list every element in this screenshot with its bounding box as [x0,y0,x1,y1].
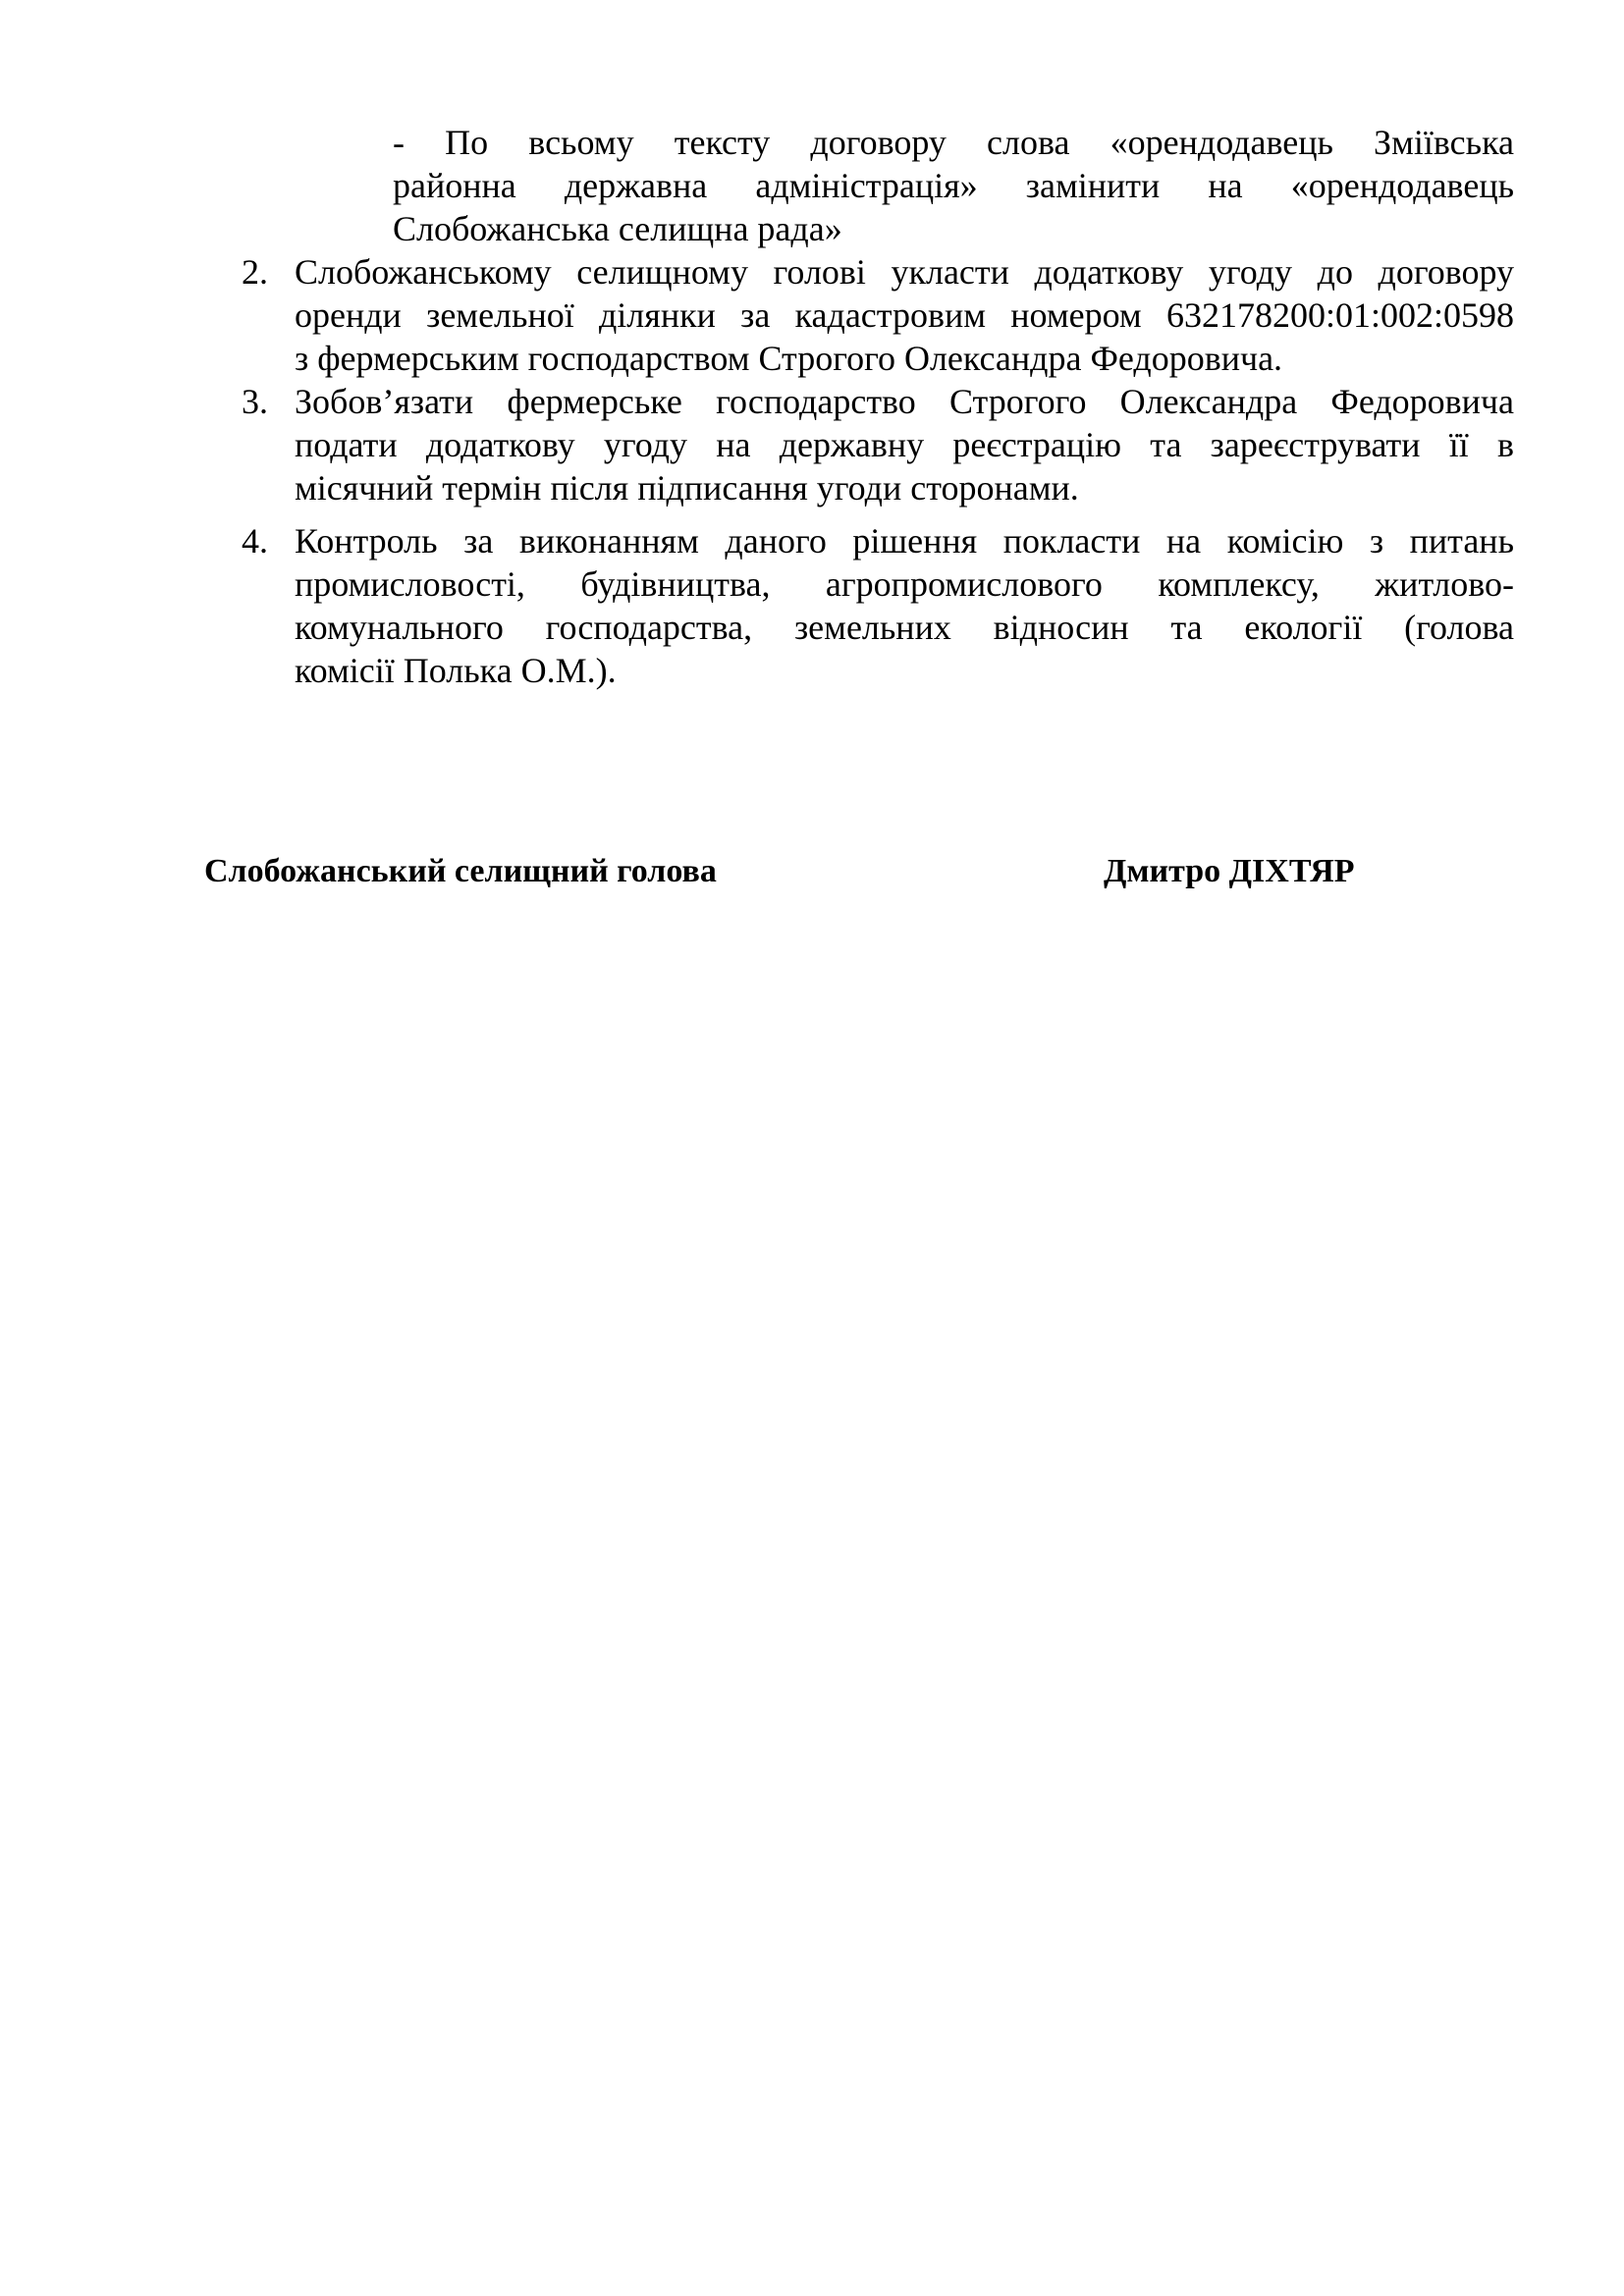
list-item-4-line-1: Контроль за виконанням даного рішення покласти на комісію з питань [295,521,1514,561]
list-item-4-line-2: промисловості, будівництва, агропромислового комплексу, житлово- [295,564,1514,604]
sub-item-line-1: - По всьому тексту договору слова «орендодавець Зміївська [393,123,1514,162]
list-item-3-line-2: подати додаткову угоду на державну реєстрацію та зареєструвати її в [295,425,1514,464]
sub-item-line-2: районна державна адміністрація» замінити на «орендодавець [393,166,1514,205]
signature-position: Слобожанський селищний голова [204,853,717,889]
list-item-3-line-3: місячний термін після підписання угоди сторонами. [295,468,1079,507]
list-item-4-line-3: комунального господарства, земельних відносин та екології (голова [295,608,1514,647]
sub-item-line-3: Слобожанська селищна рада» [393,209,842,248]
list-item-number: 3. [242,382,268,421]
list-item-3-line-1: Зобов’язати фермерське господарство Строгого Олександра Федоровича [295,382,1514,421]
list-item-2-line-1: Слобожанському селищному голові укласти додаткову угоду до договору [295,252,1514,292]
signature-name: Дмитро ДІХТЯР [1104,853,1355,889]
list-item-2-line-2: оренди земельної ділянки за кадастровим номером 632178200:01:002:0598 [295,295,1514,335]
list-item-2-line-3: з фермерським господарством Строгого Олександра Федоровича. [295,339,1283,378]
list-item-number: 2. [242,252,268,292]
list-item-4-line-4: комісії Полька О.М.). [295,651,617,690]
list-item-number: 4. [242,521,268,561]
